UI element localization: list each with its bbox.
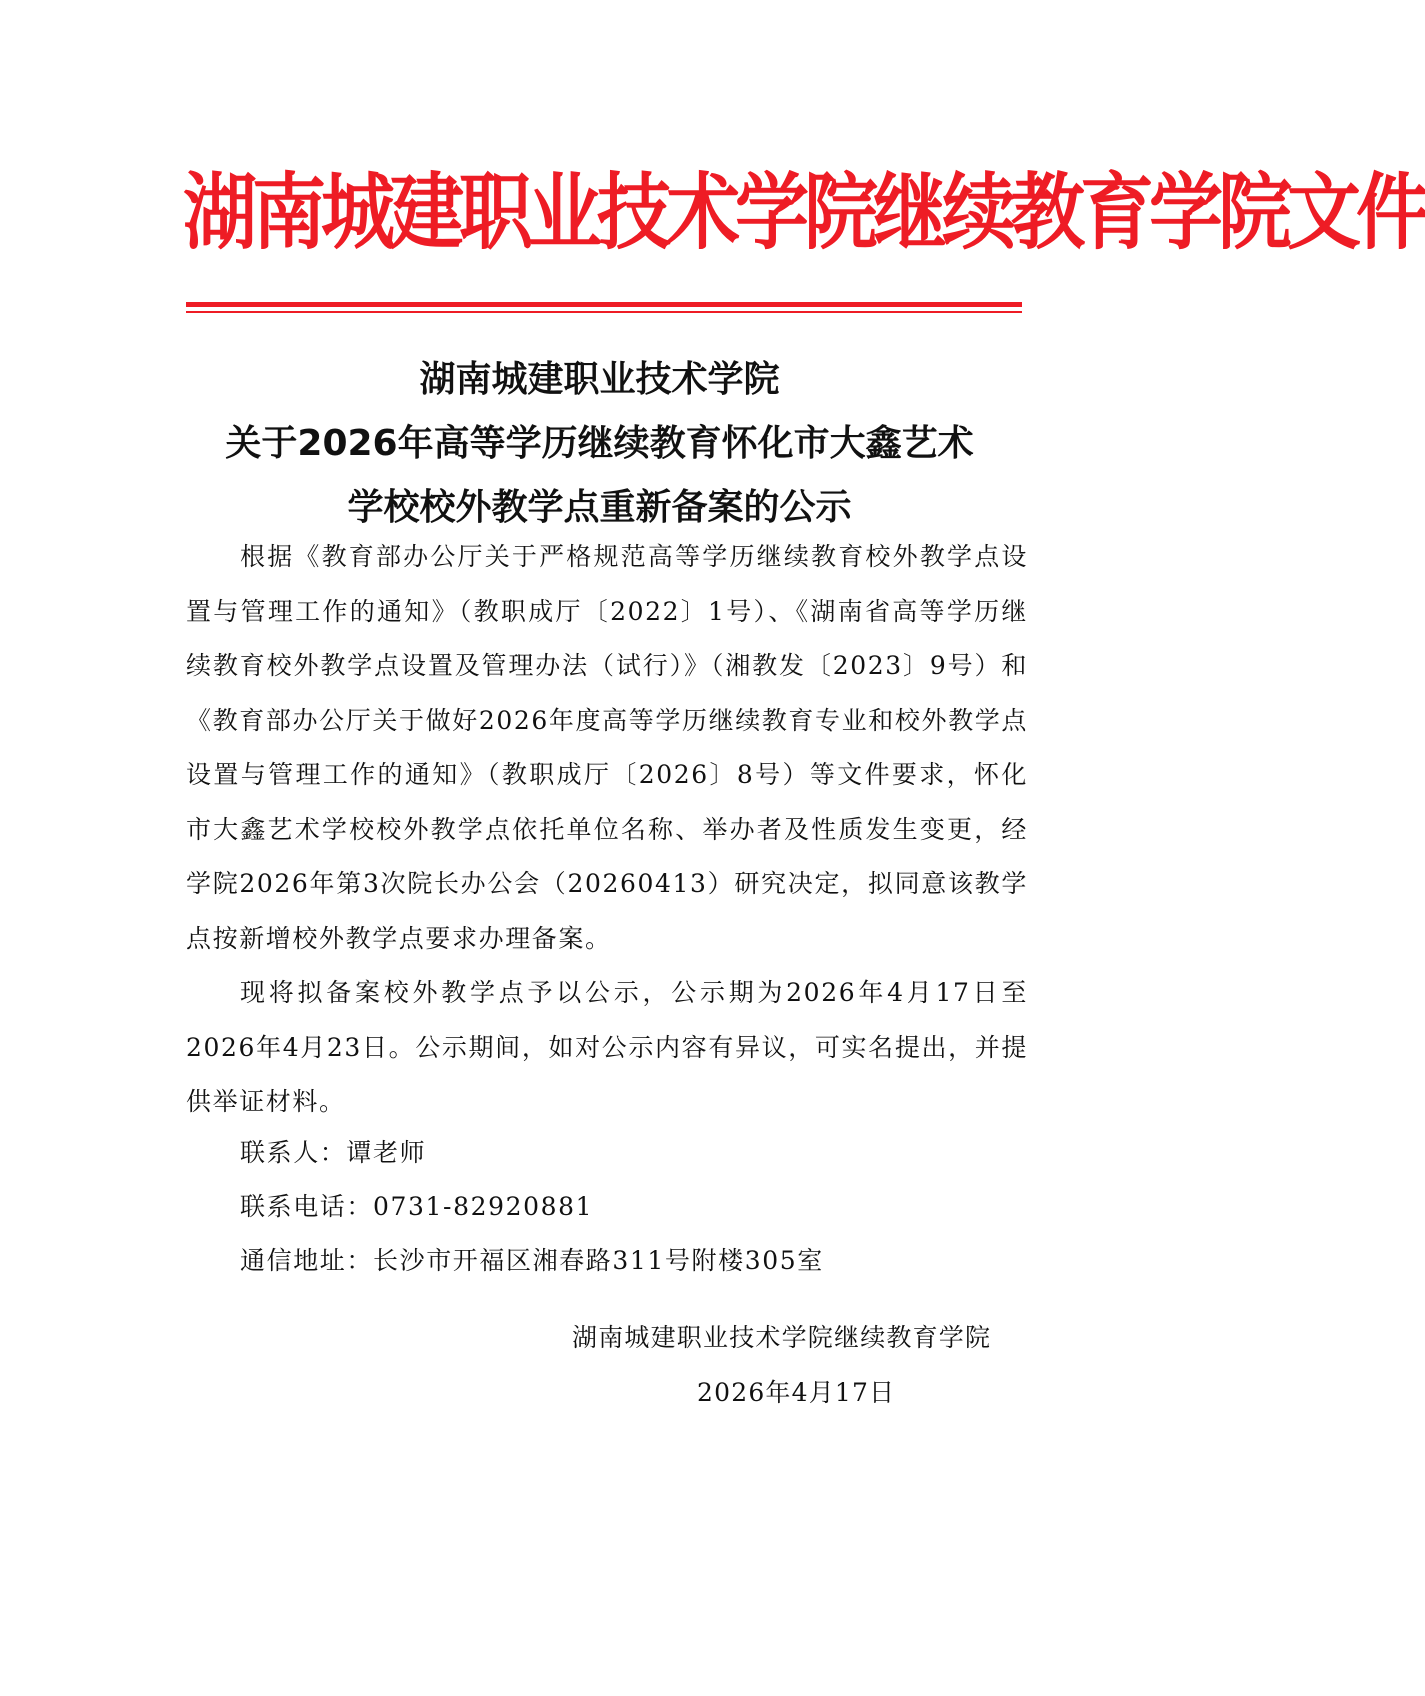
title-line-3: 学校校外教学点重新备案的公示: [347, 487, 852, 528]
signature-organization: 湖南城建职业技术学院继续教育学院: [572, 1323, 992, 1352]
contact-phone: 联系电话：0731-82920881: [240, 1192, 594, 1221]
title-line-1: 湖南城建职业技术学院: [419, 359, 780, 400]
contact-address: 通信地址：长沙市开福区湘春路311号附楼305室: [240, 1246, 824, 1275]
body-paragraph-2: 现将拟备案校外教学点予以公示，公示期为2026年4月17日至2026年4月23日。公示期间，如对公示内容有异议，可实名提出，并提供举证材料。: [186, 978, 1028, 1116]
document-header-banner: 湖南城建职业技术学院继续教育学院文件: [183, 164, 1425, 262]
body-paragraph-1: 根据《教育部办公厅关于严格规范高等学历继续教育校外教学点设置与管理工作的通知》（教职成厅〔2022〕1号）、《湖南省高等学历继续教育校外教学点设置及管理办法（试行）》（湘教发〔2023〕9号）和《教育部办公厅关于做好2026年度高等学历继续教育专业和校外教学点设置与管理工作的通知》（教职成厅〔2026〕8号）等文件要求，怀化市大鑫艺术学校校外教学点依托单位名称、举办者及性质发生变更，经学院2026年第3次院长办公会（20260413）研究决定，拟同意该教学点按新增校外教学点要求办理备案。: [186, 542, 1028, 953]
contact-person: 联系人：谭老师: [240, 1138, 427, 1167]
header-divider-thin: [186, 311, 1022, 313]
header-divider-thick: [186, 302, 1022, 307]
title-line-2: 关于2026年高等学历继续教育怀化市大鑫艺术: [225, 423, 974, 464]
signature-date: 2026年4月17日: [697, 1378, 896, 1407]
